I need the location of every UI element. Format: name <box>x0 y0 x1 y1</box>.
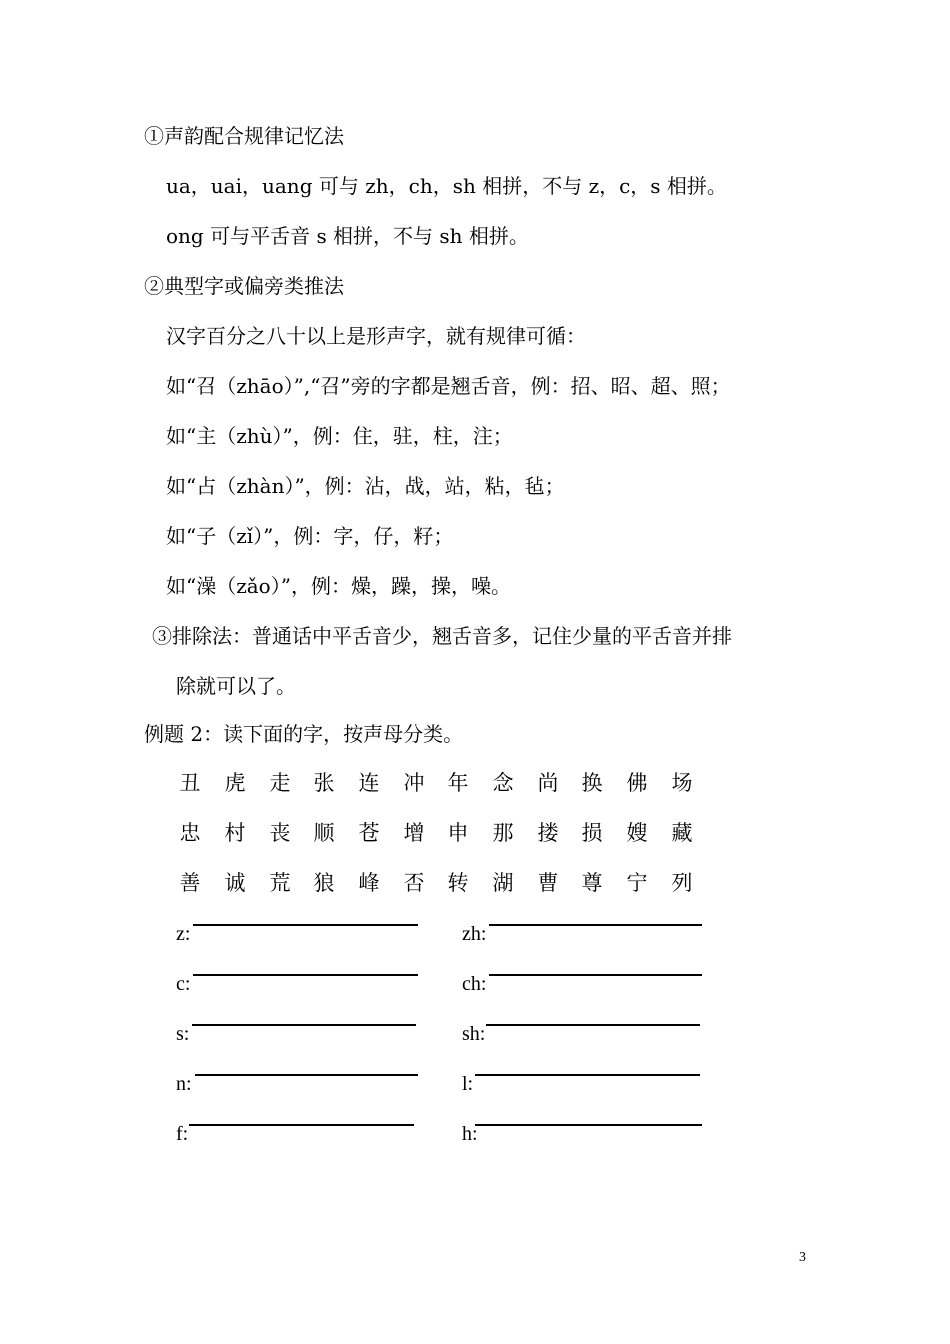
page-number: 3 <box>799 1250 806 1265</box>
answer-line[interactable] <box>189 1124 414 1126</box>
section-2-example: 如“占（zhàn）”，例：沾，战，站，粘，毡； <box>166 474 565 498</box>
character: 增 <box>403 821 425 845</box>
blank-label: ch: <box>462 973 487 995</box>
answer-line[interactable] <box>195 1074 418 1076</box>
answer-line[interactable] <box>486 1024 700 1026</box>
character: 走 <box>269 771 291 795</box>
character: 虎 <box>224 771 246 795</box>
character: 丑 <box>179 771 201 795</box>
blank-label: c: <box>176 973 191 995</box>
character: 诚 <box>224 871 246 895</box>
blank-label: sh: <box>462 1023 486 1045</box>
blank-label: l: <box>462 1073 474 1095</box>
answer-line[interactable] <box>489 924 702 926</box>
character: 狼 <box>313 871 335 895</box>
character: 张 <box>313 771 335 795</box>
answer-line[interactable] <box>192 1024 416 1026</box>
answer-line[interactable] <box>475 1074 700 1076</box>
section-3-line-1: ③排除法：普通话中平舌音少，翘舌音多，记住少量的平舌音并排 <box>152 624 732 648</box>
section-3-line-2: 除就可以了。 <box>176 674 296 698</box>
character: 那 <box>492 821 514 845</box>
character: 藏 <box>671 821 693 845</box>
answer-line[interactable] <box>193 924 418 926</box>
blank-label: h: <box>462 1123 478 1145</box>
character: 曹 <box>537 871 559 895</box>
section-2-example: 如“澡（zǎo）”，例：燥，躁，操，噪。 <box>166 574 511 598</box>
character: 尚 <box>537 771 559 795</box>
section-2-example: 如“主（zhù）”，例：住，驻，柱，注； <box>166 424 513 448</box>
character: 否 <box>403 871 425 895</box>
character: 顺 <box>313 821 335 845</box>
character: 搂 <box>537 821 559 845</box>
character: 列 <box>671 871 693 895</box>
section-1-rule-1: ua，uai，uang 可与 zh，ch，sh 相拼，不与 z，c，s 相拼。 <box>166 174 727 198</box>
blank-label: n: <box>176 1073 192 1095</box>
character: 尊 <box>581 871 603 895</box>
character: 湖 <box>492 871 514 895</box>
section-2-example: 如“子（zǐ）”，例：字，仔，籽； <box>166 524 454 548</box>
character: 苍 <box>358 821 380 845</box>
exercise-title: 例题 2：读下面的字，按声母分类。 <box>144 722 464 746</box>
character: 换 <box>581 771 603 795</box>
section-2-example: 如“召（zhāo）”,“召”旁的字都是翘舌音，例：招、昭、超、照； <box>166 374 731 398</box>
character: 峰 <box>358 871 380 895</box>
blank-label: f: <box>176 1123 189 1145</box>
blank-label: z: <box>176 923 191 945</box>
section-1-rule-2: ong 可与平舌音 s 相拼，不与 sh 相拼。 <box>166 224 529 248</box>
character: 连 <box>358 771 380 795</box>
character: 荒 <box>269 871 291 895</box>
answer-line[interactable] <box>489 974 702 976</box>
character: 善 <box>179 871 201 895</box>
character: 转 <box>447 871 469 895</box>
character: 冲 <box>403 771 425 795</box>
character: 年 <box>447 771 469 795</box>
blank-label: s: <box>176 1023 190 1045</box>
answer-line[interactable] <box>475 1124 702 1126</box>
character: 损 <box>581 821 603 845</box>
character: 嫂 <box>626 821 648 845</box>
character: 丧 <box>269 821 291 845</box>
answer-line[interactable] <box>193 974 418 976</box>
character: 佛 <box>626 771 648 795</box>
character: 忠 <box>179 821 201 845</box>
blank-label: zh: <box>462 923 487 945</box>
section-2-heading: ②典型字或偏旁类推法 <box>144 274 344 298</box>
section-2-intro: 汉字百分之八十以上是形声字，就有规律可循： <box>166 324 586 348</box>
character: 念 <box>492 771 514 795</box>
character: 申 <box>447 821 469 845</box>
character: 场 <box>671 771 693 795</box>
section-1-heading: ①声韵配合规律记忆法 <box>144 124 344 148</box>
character: 宁 <box>626 871 648 895</box>
character: 村 <box>224 821 246 845</box>
